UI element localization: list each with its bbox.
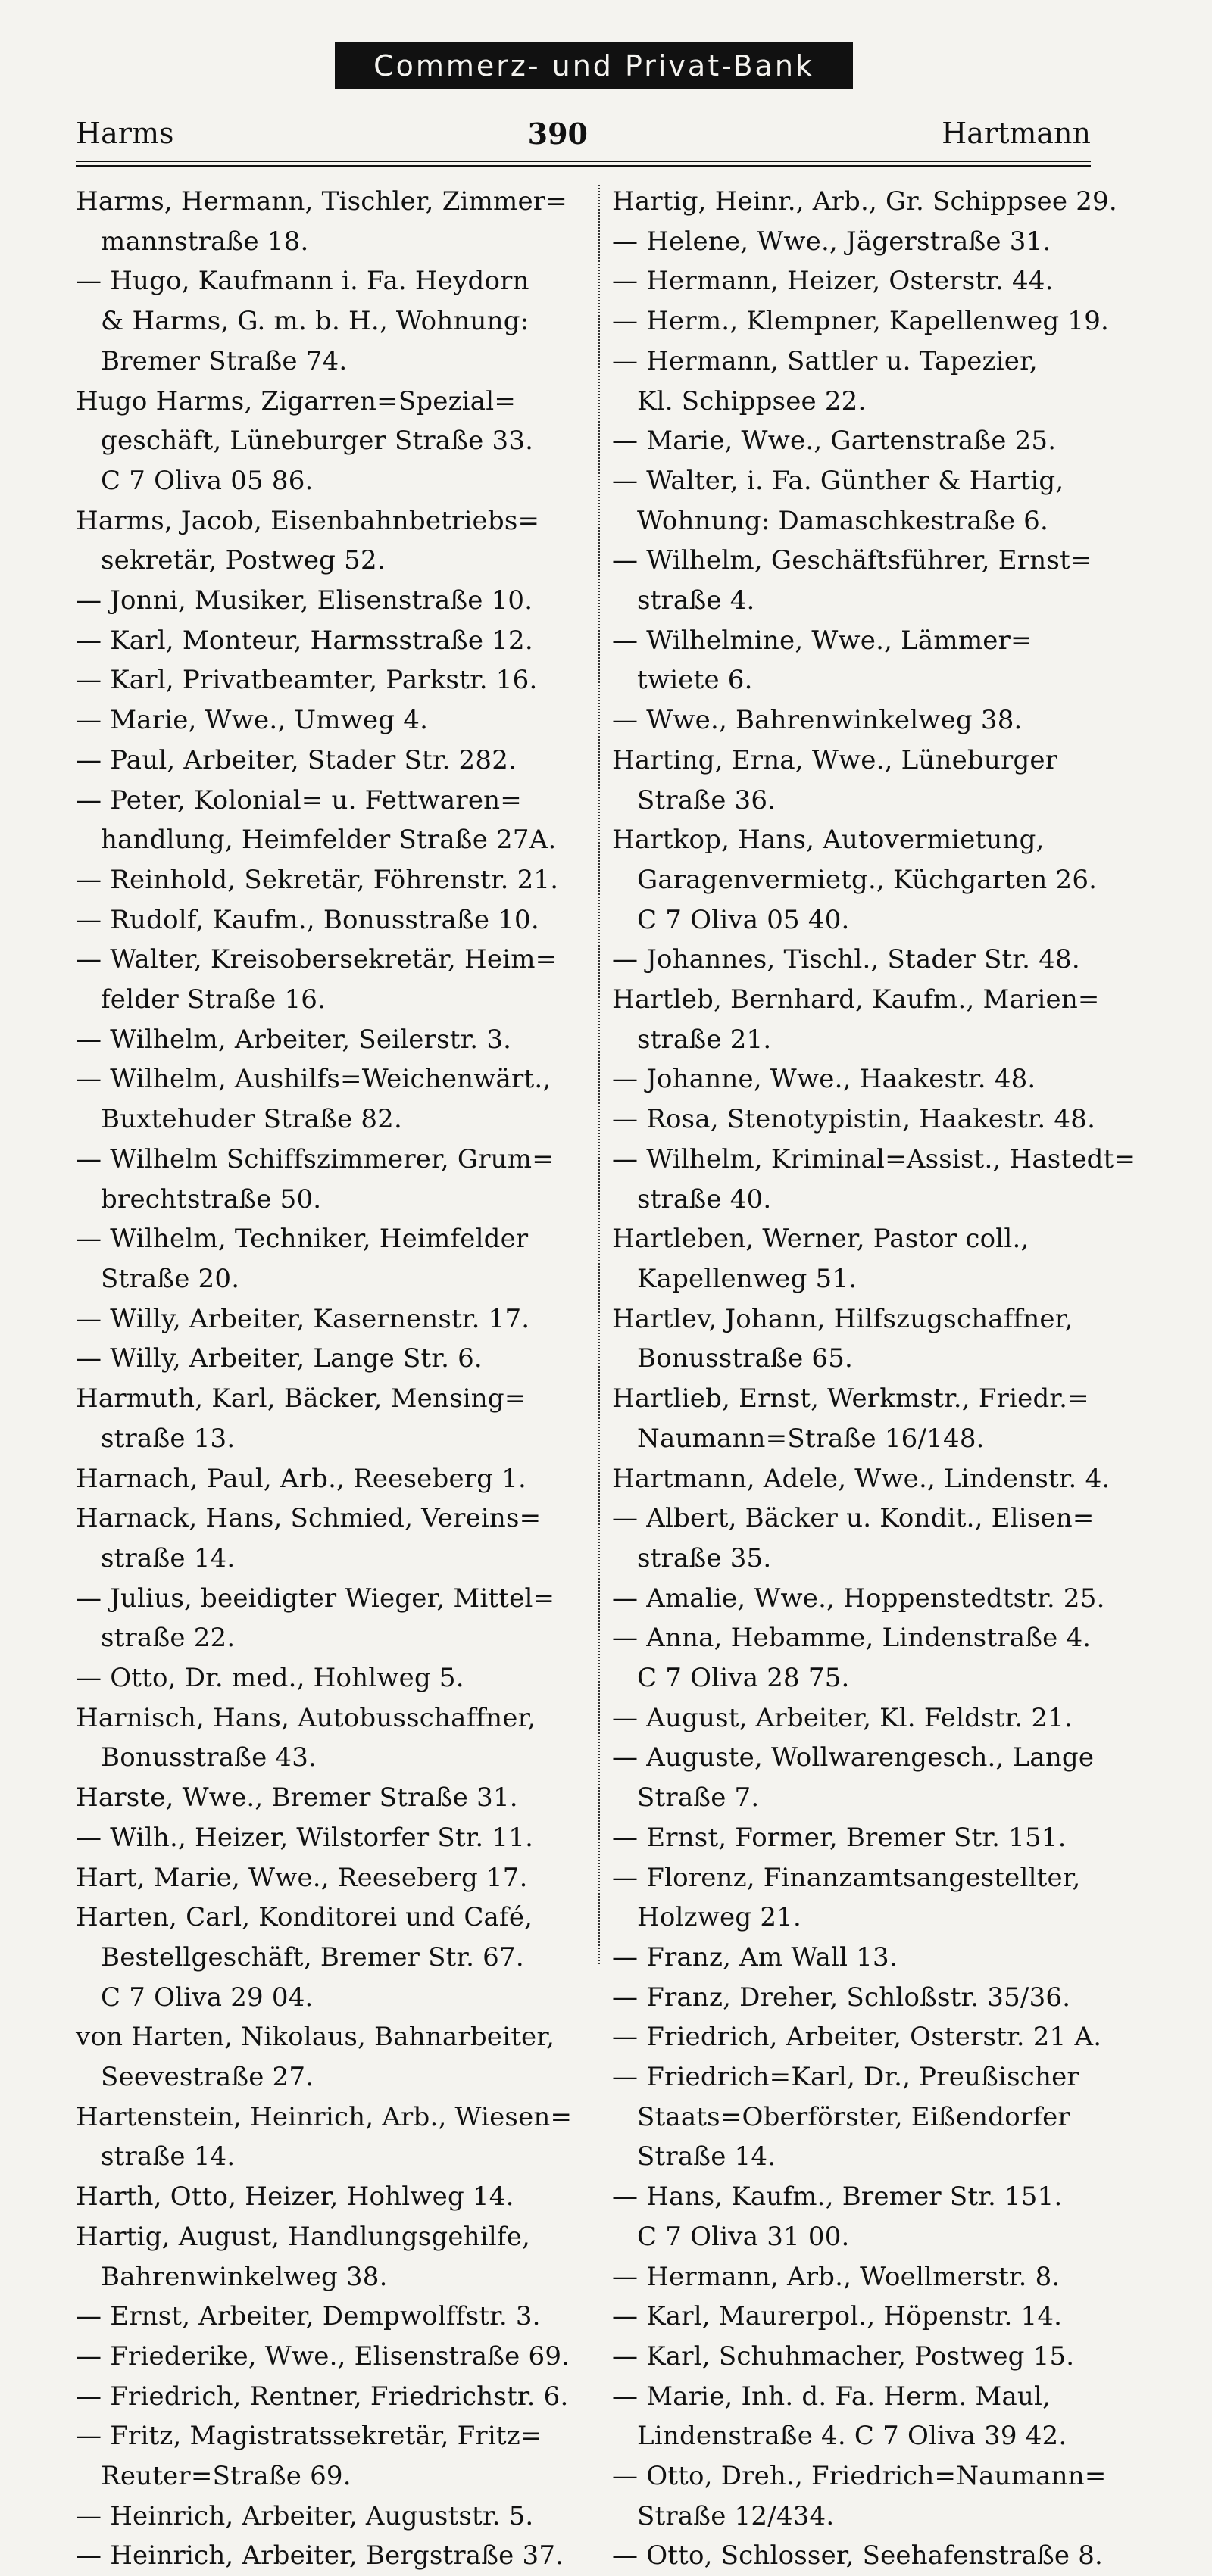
directory-entry-line: brechtstraße 50.	[76, 1184, 322, 1215]
directory-entry-line: — Albert, Bäcker u. Kondit., Elisen=	[612, 1503, 1095, 1534]
directory-entry-line: — Wilhelm, Arbeiter, Seilerstr. 3.	[76, 1024, 512, 1055]
directory-entry-line: Harms, Hermann, Tischler, Zimmer=	[76, 186, 567, 217]
directory-entry-line: — Karl, Monteur, Harmsstraße 12.	[76, 625, 533, 656]
directory-entry-line: C 7 Oliva 31 00.	[612, 2221, 850, 2252]
directory-entry-line: — Johannes, Tischl., Stader Str. 48.	[612, 944, 1080, 975]
directory-entry-line: — Friedrich, Arbeiter, Osterstr. 21 A.	[612, 2022, 1102, 2053]
directory-entry-line: — Wilhelm Schiffszimmerer, Grum=	[76, 1143, 554, 1174]
directory-entry-line: sekretär, Postweg 52.	[76, 545, 386, 576]
directory-entry-line: Buxtehuder Straße 82.	[76, 1104, 402, 1135]
directory-entry-line: Hugo Harms, Zigarren=Spezial=	[76, 385, 517, 416]
directory-entry-line: — Wilhelm, Kriminal=Assist., Hastedt=	[612, 1143, 1136, 1174]
directory-entry-line: — Jonni, Musiker, Elisenstraße 10.	[76, 585, 533, 616]
directory-entry-line: C 7 Oliva 28 75.	[612, 1663, 850, 1694]
directory-entry-line: — Paul, Arbeiter, Stader Str. 282.	[76, 744, 517, 775]
directory-entry-line: Hartleb, Bernhard, Kaufm., Marien=	[612, 984, 1100, 1015]
directory-entry-line: Seevestraße 27.	[76, 2062, 314, 2093]
directory-entry-line: Kapellenweg 51.	[612, 1263, 857, 1294]
directory-entry-line: Garagenvermietg., Küchgarten 26.	[612, 864, 1098, 895]
directory-entry-line: geschäft, Lüneburger Straße 33.	[76, 426, 534, 457]
directory-entry-line: — Otto, Dr. med., Hohlweg 5.	[76, 1663, 464, 1694]
bank-advertisement-banner: Commerz- und Privat-Bank	[335, 42, 853, 89]
directory-entry-line: — Heinrich, Arbeiter, Bergstraße 37.	[76, 2540, 564, 2571]
directory-entry-line: — Julius, beeidigter Wieger, Mittel=	[76, 1583, 555, 1614]
directory-entry-line: — Franz, Am Wall 13.	[612, 1941, 898, 1973]
directory-entry-line: — Johanne, Wwe., Haakestr. 48.	[612, 1064, 1036, 1095]
directory-entry-line: Hartlev, Johann, Hilfszugschaffner,	[612, 1303, 1073, 1334]
directory-entry-line: Hartig, August, Handlungsgehilfe,	[76, 2221, 531, 2252]
directory-entry-line: Harnisch, Hans, Autobusschaffner,	[76, 1702, 536, 1733]
directory-entry-line: Harth, Otto, Heizer, Hohlweg 14.	[76, 2181, 514, 2213]
directory-entry-line: — Friederike, Wwe., Elisenstraße 69.	[76, 2341, 570, 2372]
page-number: 390	[527, 116, 588, 151]
directory-entry-line: Bestellgeschäft, Bremer Str. 67.	[76, 1941, 524, 1973]
directory-entry-line: Lindenstraße 4. C 7 Oliva 39 42.	[612, 2421, 1067, 2452]
directory-entry-line: — Hans, Kaufm., Bremer Str. 151.	[612, 2181, 1063, 2213]
directory-entry-line: Straße 7.	[612, 1782, 760, 1813]
directory-entry-line: — Wwe., Bahrenwinkelweg 38.	[612, 705, 1023, 736]
directory-entry-line: — Willy, Arbeiter, Kasernenstr. 17.	[76, 1303, 530, 1334]
directory-entry-line: — Amalie, Wwe., Hoppenstedtstr. 25.	[612, 1583, 1105, 1614]
directory-entry-line: — Friedrich, Rentner, Friedrichstr. 6.	[76, 2381, 569, 2412]
directory-entry-line: Hart, Marie, Wwe., Reeseberg 17.	[76, 1862, 528, 1893]
directory-entry-line: — Hermann, Heizer, Osterstr. 44.	[612, 266, 1054, 297]
directory-entry-line: mannstraße 18.	[76, 226, 309, 257]
directory-entry-line: — Karl, Privatbeamter, Parkstr. 16.	[76, 665, 538, 696]
directory-entry-line: Staats=Oberförster, Eißendorfer	[612, 2101, 1070, 2132]
directory-entry-line: Holzweg 21.	[612, 1902, 801, 1933]
directory-entry-line: — Otto, Dreh., Friedrich=Naumann=	[612, 2461, 1107, 2492]
directory-entry-line: — Franz, Dreher, Schloßstr. 35/36.	[612, 1982, 1071, 2013]
directory-entry-line: C 7 Oliva 29 04.	[76, 1982, 314, 2013]
directory-entry-line: twiete 6.	[612, 665, 753, 696]
directory-entry-line: Harste, Wwe., Bremer Straße 31.	[76, 1782, 518, 1813]
directory-entry-line: Bremer Straße 74.	[76, 345, 348, 376]
directory-entry-line: — Auguste, Wollwarengesch., Lange	[612, 1742, 1095, 1773]
directory-entry-line: — Hermann, Sattler u. Tapezier,	[612, 345, 1038, 376]
directory-entry-line: handlung, Heimfelder Straße 27A.	[76, 825, 557, 856]
directory-entry-line: — Walter, Kreisobersekretär, Heim=	[76, 944, 558, 975]
directory-entry-line: C 7 Oliva 05 40.	[612, 904, 850, 935]
directory-entry-line: Straße 20.	[76, 1263, 240, 1294]
directory-entry-line: — Anna, Hebamme, Lindenstraße 4.	[612, 1623, 1092, 1654]
directory-entry-line: Harten, Carl, Konditorei und Café,	[76, 1902, 533, 1933]
running-header	[76, 114, 1091, 153]
directory-entry-line: Bahrenwinkelweg 38.	[76, 2261, 388, 2292]
directory-column-right	[612, 182, 1135, 2576]
directory-entry-line: C 7 Oliva 05 86.	[76, 465, 314, 496]
directory-entry-line: felder Straße 16.	[76, 984, 326, 1015]
header-right-guideword: Hartmann	[942, 117, 1091, 150]
directory-entry-line: — Florenz, Finanzamtsangestellter,	[612, 1862, 1081, 1893]
directory-entry-line: Hartig, Heinr., Arb., Gr. Schippsee 29.	[612, 186, 1117, 217]
directory-entry-line: Hartmann, Adele, Wwe., Lindenstr. 4.	[612, 1463, 1110, 1494]
directory-entry-line: Straße 36.	[612, 784, 776, 816]
directory-entry-line: — August, Arbeiter, Kl. Feldstr. 21.	[612, 1702, 1073, 1733]
directory-entry-line: straße 40.	[612, 1184, 772, 1215]
directory-entry-line: — Friedrich=Karl, Dr., Preußischer	[612, 2062, 1079, 2093]
directory-entry-line: Reuter=Straße 69.	[76, 2461, 351, 2492]
header-rule	[76, 161, 1091, 162]
directory-entry-line: straße 13.	[76, 1423, 236, 1454]
directory-entry-line: — Hugo, Kaufmann i. Fa. Heydorn	[76, 266, 529, 297]
directory-entry-line: Hartkop, Hans, Autovermietung,	[612, 825, 1045, 856]
directory-entry-line: — Hermann, Arb., Woellmerstr. 8.	[612, 2261, 1060, 2292]
directory-entry-line: Hartenstein, Heinrich, Arb., Wiesen=	[76, 2101, 573, 2132]
directory-entry-line: — Otto, Schlosser, Seehafenstraße 8.	[612, 2540, 1104, 2571]
directory-entry-line: — Wilhelm, Techniker, Heimfelder	[76, 1224, 529, 1255]
directory-entry-line: Hartlieb, Ernst, Werkmstr., Friedr.=	[612, 1383, 1089, 1414]
directory-entry-line: — Wilh., Heizer, Wilstorfer Str. 11.	[76, 1822, 534, 1853]
directory-entry-line: — Wilhelmine, Wwe., Lämmer=	[612, 625, 1032, 656]
directory-entry-line: Bonusstraße 65.	[612, 1343, 854, 1374]
directory-entry-line: — Karl, Schuhmacher, Postweg 15.	[612, 2341, 1075, 2372]
column-divider	[598, 185, 600, 1964]
directory-entry-line: Harmuth, Karl, Bäcker, Mensing=	[76, 1383, 526, 1414]
directory-column-left	[76, 182, 598, 2576]
directory-entry-line: — Reinhold, Sekretär, Föhrenstr. 21.	[76, 864, 559, 895]
directory-entry-line: straße 22.	[76, 1623, 236, 1654]
directory-entry-line: — Rosa, Stenotypistin, Haakestr. 48.	[612, 1104, 1096, 1135]
directory-entry-line: Wohnung: Damaschkestraße 6.	[612, 505, 1049, 536]
directory-entry-line: straße 35.	[612, 1542, 772, 1573]
directory-entry-line: — Karl, Maurerpol., Höpenstr. 14.	[612, 2301, 1063, 2332]
header-rule-second	[76, 165, 1091, 167]
directory-entry-line: — Fritz, Magistratssekretär, Fritz=	[76, 2421, 542, 2452]
directory-entry-line: Bonusstraße 43.	[76, 1742, 317, 1773]
directory-entry-line: — Herm., Klempner, Kapellenweg 19.	[612, 306, 1110, 337]
directory-entry-line: straße 14.	[76, 1542, 236, 1573]
directory-entry-line: — Rudolf, Kaufm., Bonusstraße 10.	[76, 904, 539, 935]
directory-entry-line: Straße 12/434.	[612, 2500, 835, 2531]
directory-entry-line: Harnack, Hans, Schmied, Vereins=	[76, 1503, 542, 1534]
directory-entry-line: von Harten, Nikolaus, Bahnarbeiter,	[76, 2022, 555, 2053]
header-left-guideword: Harms	[76, 117, 174, 150]
directory-entry-line: Straße 14.	[612, 2141, 776, 2172]
directory-entry-line: — Wilhelm, Aushilfs=Weichenwärt.,	[76, 1064, 551, 1095]
directory-entry-line: — Ernst, Arbeiter, Dempwolffstr. 3.	[76, 2301, 541, 2332]
directory-entry-line: — Walter, i. Fa. Günther & Hartig,	[612, 465, 1064, 496]
directory-entry-line: straße 14.	[76, 2141, 236, 2172]
directory-entry-line: — Marie, Wwe., Gartenstraße 25.	[612, 426, 1057, 457]
directory-entry-line: Harting, Erna, Wwe., Lüneburger	[612, 744, 1058, 775]
directory-entry-line: straße 21.	[612, 1024, 772, 1055]
directory-entry-line: — Peter, Kolonial= u. Fettwaren=	[76, 784, 522, 816]
directory-entry-line: — Helene, Wwe., Jägerstraße 31.	[612, 226, 1051, 257]
directory-entry-line: — Wilhelm, Geschäftsführer, Ernst=	[612, 545, 1092, 576]
directory-entry-line: Hartleben, Werner, Pastor coll.,	[612, 1224, 1029, 1255]
directory-entry-line: — Marie, Inh. d. Fa. Herm. Maul,	[612, 2381, 1051, 2412]
directory-entry-line: & Harms, G. m. b. H., Wohnung:	[76, 306, 529, 337]
directory-entry-line: straße 4.	[612, 585, 755, 616]
directory-entry-line: — Heinrich, Arbeiter, Auguststr. 5.	[76, 2500, 534, 2531]
directory-entry-line: — Ernst, Former, Bremer Str. 151.	[612, 1822, 1067, 1853]
directory-entry-line: — Marie, Wwe., Umweg 4.	[76, 705, 429, 736]
directory-entry-line: Harnach, Paul, Arb., Reeseberg 1.	[76, 1463, 527, 1494]
directory-entry-line: — Willy, Arbeiter, Lange Str. 6.	[76, 1343, 483, 1374]
directory-entry-line: Harms, Jacob, Eisenbahnbetriebs=	[76, 505, 540, 536]
directory-entry-line: Kl. Schippsee 22.	[612, 385, 867, 416]
directory-entry-line: Naumann=Straße 16/148.	[612, 1423, 985, 1454]
